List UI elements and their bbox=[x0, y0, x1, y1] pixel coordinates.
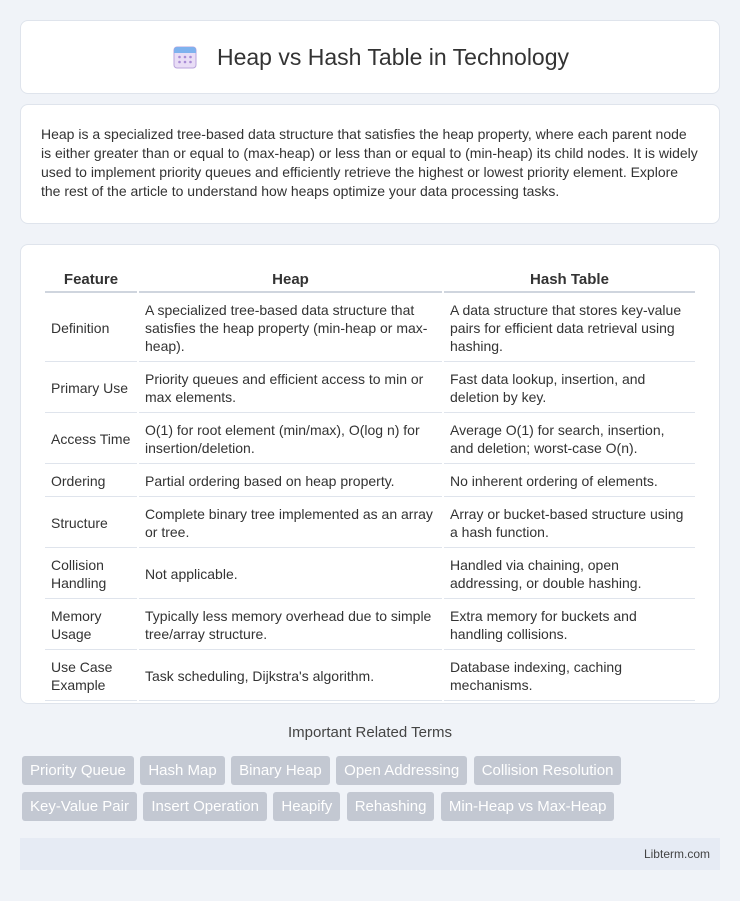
intro-text: Heap is a specialized tree-based data structure that satisfies the heap property, where each parent node is either greater than or equal to (max-heap) or less than or equal to (min-heap) its child nodes. It is widely used to implement priority queues and efficiently retrieve the highest or lowest priority element. Explore the rest of the article to understand how heaps optimize your data processing tasks. bbox=[41, 126, 698, 199]
feature-cell: Definition bbox=[45, 295, 137, 362]
heap-cell: Partial ordering based on heap property. bbox=[139, 466, 442, 497]
feature-cell: Memory Usage bbox=[45, 601, 137, 650]
title-card bbox=[20, 20, 720, 94]
table-row bbox=[45, 499, 695, 548]
feature-cell: Access Time bbox=[45, 415, 137, 464]
hash-table-cell: Array or bucket-based structure using a hash function. bbox=[444, 499, 695, 548]
tag-rehashing[interactable]: Rehashing bbox=[347, 792, 435, 821]
page-title: Heap vs Hash Table in Technology bbox=[216, 43, 570, 70]
heap-cell: A specialized tree-based data structure that satisfies the heap property (min-heap or max-heap). bbox=[139, 295, 442, 362]
hash-table-cell: Extra memory for buckets and handling collisions. bbox=[444, 601, 695, 650]
hash-table-cell: No inherent ordering of elements. bbox=[444, 466, 695, 497]
related-terms-title: Important Related Terms bbox=[288, 724, 452, 741]
header-hash-table: Hash Table bbox=[444, 267, 695, 293]
footer-source[interactable]: Libterm.com bbox=[643, 847, 710, 861]
heap-cell: Typically less memory overhead due to simple tree/array structure. bbox=[139, 601, 442, 650]
comparison-table bbox=[43, 265, 697, 703]
table-row bbox=[45, 364, 695, 413]
heap-cell: Not applicable. bbox=[139, 550, 442, 599]
tag-hash-map[interactable]: Hash Map bbox=[140, 756, 224, 785]
calendar-icon bbox=[171, 43, 199, 71]
tag-binary-heap[interactable]: Binary Heap bbox=[231, 756, 330, 785]
feature-cell: Primary Use bbox=[45, 364, 137, 413]
tag-key-value-pair[interactable]: Key-Value Pair bbox=[22, 792, 137, 821]
table-row bbox=[45, 652, 695, 701]
table-row bbox=[45, 415, 695, 464]
table-row bbox=[45, 295, 695, 362]
hash-table-cell: Fast data lookup, insertion, and deletion by key. bbox=[444, 364, 695, 413]
table-header-row bbox=[45, 267, 695, 293]
footer bbox=[20, 838, 720, 870]
comparison-card bbox=[20, 244, 720, 704]
header-heap: Heap bbox=[139, 267, 442, 293]
intro-card bbox=[20, 104, 720, 224]
hash-table-cell: Database indexing, caching mechanisms. bbox=[444, 652, 695, 701]
tag-open-addressing[interactable]: Open Addressing bbox=[336, 756, 467, 785]
heap-cell: Task scheduling, Dijkstra's algorithm. bbox=[139, 652, 442, 701]
feature-cell: Ordering bbox=[45, 466, 137, 497]
header-feature: Feature bbox=[45, 267, 137, 293]
related-terms-list bbox=[22, 756, 722, 828]
hash-table-cell: A data structure that stores key-value pairs for efficient data retrieval using hashing. bbox=[444, 295, 695, 362]
tag-priority-queue[interactable]: Priority Queue bbox=[22, 756, 134, 785]
heap-cell: O(1) for root element (min/max), O(log n) for insertion/deletion. bbox=[139, 415, 442, 464]
table-row bbox=[45, 550, 695, 599]
tag-insert-operation[interactable]: Insert Operation bbox=[143, 792, 267, 821]
heap-cell: Priority queues and efficient access to min or max elements. bbox=[139, 364, 442, 413]
tag-min-heap-vs-max-heap[interactable]: Min-Heap vs Max-Heap bbox=[441, 792, 615, 821]
hash-table-cell: Average O(1) for search, insertion, and deletion; worst-case O(n). bbox=[444, 415, 695, 464]
hash-table-cell: Handled via chaining, open addressing, or double hashing. bbox=[444, 550, 695, 599]
tag-heapify[interactable]: Heapify bbox=[273, 792, 340, 821]
feature-cell: Structure bbox=[45, 499, 137, 548]
tag-collision-resolution[interactable]: Collision Resolution bbox=[474, 756, 622, 785]
feature-cell: Use Case Example bbox=[45, 652, 137, 701]
feature-cell: Collision Handling bbox=[45, 550, 137, 599]
table-row bbox=[45, 466, 695, 497]
table-row bbox=[45, 601, 695, 650]
heap-cell: Complete binary tree implemented as an array or tree. bbox=[139, 499, 442, 548]
